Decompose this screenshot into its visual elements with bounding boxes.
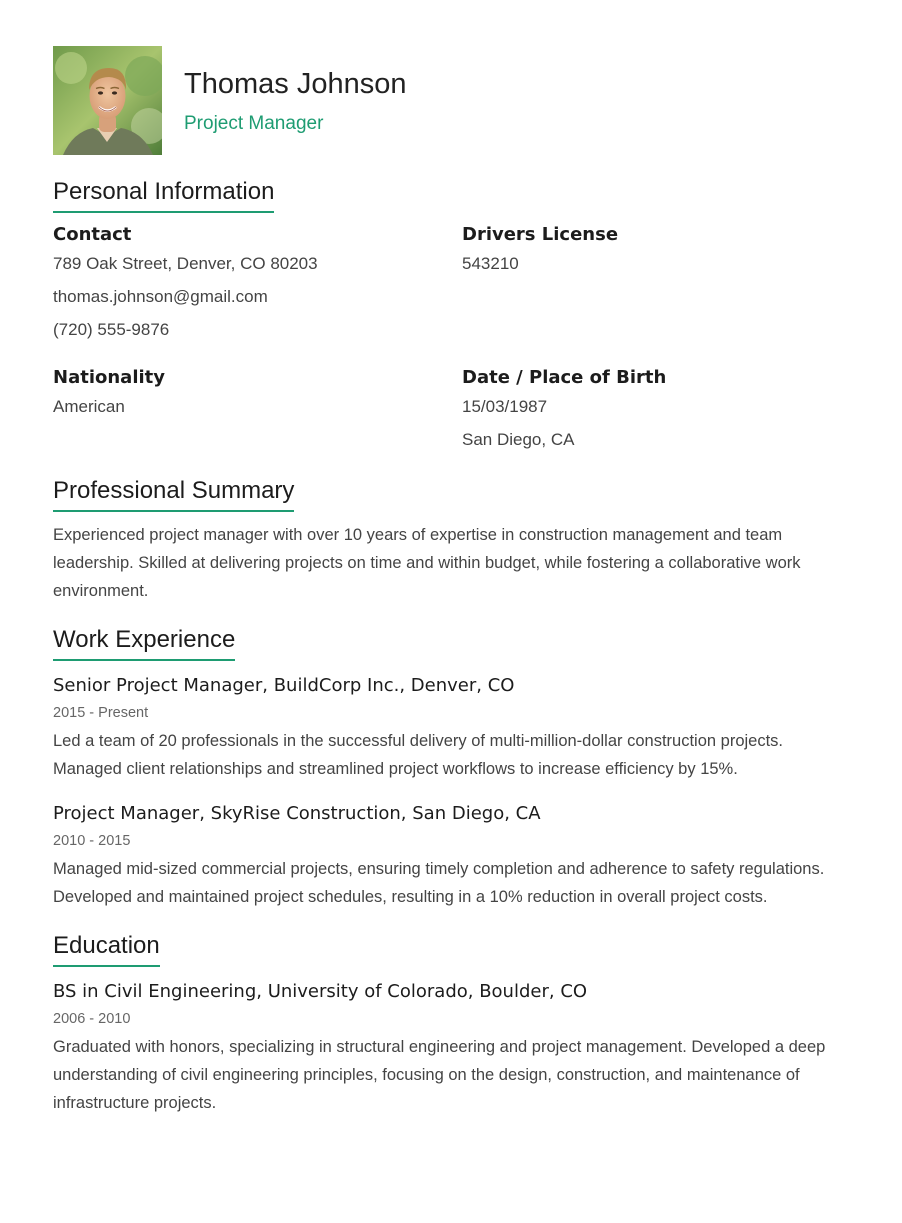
nationality-label: Nationality [53,367,165,388]
contact-phone: (720) 555-9876 [53,320,170,339]
education-section-title: Education [53,931,160,967]
education-dates: 2006 - 2010 [53,1011,131,1027]
header-text [184,67,406,135]
summary-section-title: Professional Summary [53,476,294,512]
license-value: 543210 [462,254,519,273]
contact-address: 789 Oak Street, Denver, CO 80203 [53,254,318,273]
contact-label: Contact [53,224,132,245]
education-description: Graduated with honors, specializing in structural engineering and project management. Developed a deep understanding of civil engineering principles, focusing on the design, construction, and maintenance of infrastructure projects. [53,1038,826,1112]
summary-text: Experienced project manager with over 10 years of expertise in construction management and team leadership. Skilled at delivering projects on time and within budget, while fostering a collaborative work environment. [53,526,801,600]
education-entry [53,979,853,1117]
license-label: Drivers License [462,224,619,245]
job-dates: 2010 - 2015 [53,833,131,849]
job-dates: 2015 - Present [53,705,149,721]
personal-section-title: Personal Information [53,177,274,213]
job-entry [53,801,853,911]
work-section [53,625,853,911]
resume-page [53,46,853,1117]
birth-label: Date / Place of Birth [462,367,667,388]
work-section-title: Work Experience [53,625,235,661]
birth-place: San Diego, CA [462,430,575,449]
nationality-block [53,366,462,456]
contact-block [53,223,462,346]
portrait-photo-icon [53,46,162,155]
education-title: BS in Civil Engineering, University of Colorado, Boulder, CO [53,981,588,1002]
candidate-role: Project Manager [184,112,324,134]
job-entry [53,673,853,783]
job-description: Led a team of 20 professionals in the successful delivery of multi-million-dollar construction projects. Managed client relationships and streamlined project workflows to increase efficiency by 15%. [53,732,784,778]
summary-section [53,476,853,605]
job-title: Project Manager, SkyRise Construction, San Diego, CA [53,803,541,824]
job-title: Senior Project Manager, BuildCorp Inc., Denver, CO [53,675,515,696]
birth-date: 15/03/1987 [462,397,548,416]
candidate-name: Thomas Johnson [184,67,407,100]
resume-header [53,46,853,155]
job-description: Managed mid-sized commercial projects, ensuring timely completion and adherence to safety regulations. Developed and maintained project schedules, resulting in a 10% reduction in overall project costs. [53,860,825,906]
personal-info-grid [53,223,853,456]
birth-block [462,366,853,456]
profile-photo [53,46,162,155]
personal-section [53,177,853,456]
education-section [53,931,853,1117]
license-block [462,223,853,346]
nationality-value: American [53,397,125,416]
contact-email: thomas.johnson@gmail.com [53,287,268,306]
